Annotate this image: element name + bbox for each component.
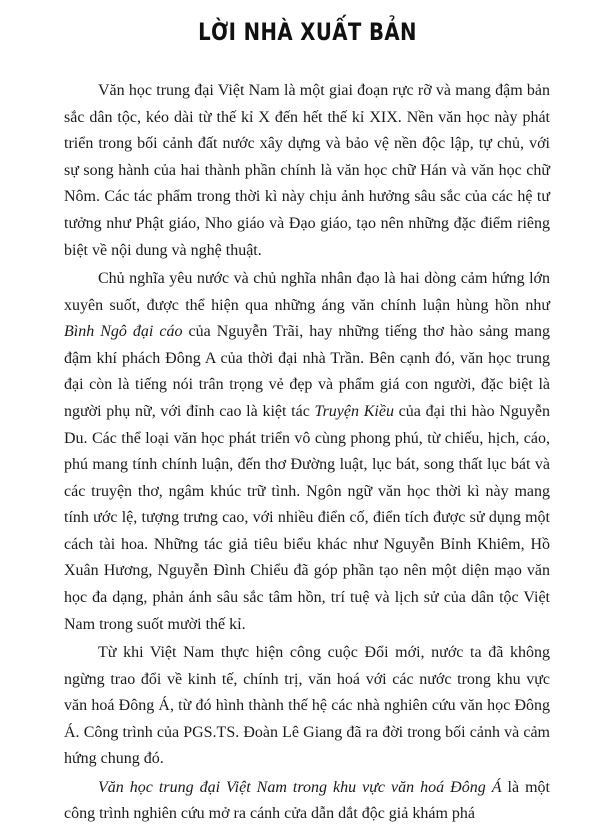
paragraph bbox=[64, 78, 550, 264]
italic-title: Văn học trung đại Việt Nam trong khu vực văn hoá Đông Á bbox=[98, 778, 502, 796]
text-run: Văn học trung đại Việt Nam là một giai đoạn rực rỡ và mang đậm bản sắc dân tộc, kéo dài từ thế kỉ X đến hết thế kỉ XIX. Nền văn học này phát triển trong bối cảnh đất nước xây dựng và bảo vệ nền độc lập, tự chủ, với sự song hành của hai thành phần chính là văn học chữ Hán và văn học chữ Nôm. Các tác phẩm trong thời kì này chịu ảnh hưởng sâu sắc của các hệ tư tưởng như Phật giáo, Nho giáo và Đạo giáo, tạo nên những đặc điểm riêng biệt về nội dung và nghệ thuật. bbox=[64, 82, 550, 259]
text-run: là một công trình nghiên cứu mở ra cánh cửa dẫn dắt độc giả khám phá bbox=[64, 778, 550, 823]
italic-title: Truyện Kiều bbox=[314, 402, 394, 420]
text-run: của Nguyễn Trãi, hay những tiếng thơ hào sảng mang đậm khí phách Đông A của thời đại nhà Trần. Bên cạnh đó, văn học trung đại còn là tiếng nói trân trọng vẻ đẹp và phẩm giá con người, đặc biệt là người phụ nữ, với đỉnh cao là kiệt tác bbox=[64, 323, 550, 420]
text-run: Từ khi Việt Nam thực hiện công cuộc Đổi mới, nước ta đã không ngừng trao đổi về kinh tế, chính trị, văn hoá với các nước trong khu vực văn hoá Đông Á, từ đó hình thành thế hệ các nhà nghiên cứu văn học Đông Á. Công trình của PGS.TS. Đoàn Lê Giang đã ra đời trong bối cảnh và cảm hứng chung đó. bbox=[64, 644, 550, 768]
body-text bbox=[64, 78, 550, 830]
paragraph bbox=[64, 266, 550, 638]
paragraph bbox=[64, 640, 550, 773]
text-run: của đại thi hào Nguyễn Du. Các thể loại văn học phát triển vô cùng phong phú, từ chiếu, hịch, cáo, phú mang tính chính luận, đến thơ Đường luật, lục bát, song thất lục bát và các truyện thơ, ngâm khúc trữ tình. Ngôn ngữ văn học thời kì này mang tính ước lệ, tượng trưng cao, với nhiều điển cố, điển tích được sử dụng một cách tài hoa. Những tác giả tiêu biểu khác như Nguyễn Bỉnh Khiêm, Hồ Xuân Hương, Nguyễn Đình Chiểu đã góp phần tạo nên một diện mạo văn học đa dạng, phản ánh sâu sắc tâm hồn, trí tuệ và lịch sử của dân tộc Việt Nam trong suốt mười thế kỉ. bbox=[64, 402, 550, 633]
italic-title: Bình Ngô đại cáo bbox=[64, 323, 183, 341]
paragraph bbox=[64, 775, 550, 828]
page-title: LỜI NHÀ XUẤT BẢN bbox=[198, 18, 417, 46]
text-run: Chủ nghĩa yêu nước và chủ nghĩa nhân đạo là hai dòng cảm hứng lớn xuyên suốt, được thể hiện qua những áng văn chính luận hùng hồn như bbox=[64, 269, 550, 314]
